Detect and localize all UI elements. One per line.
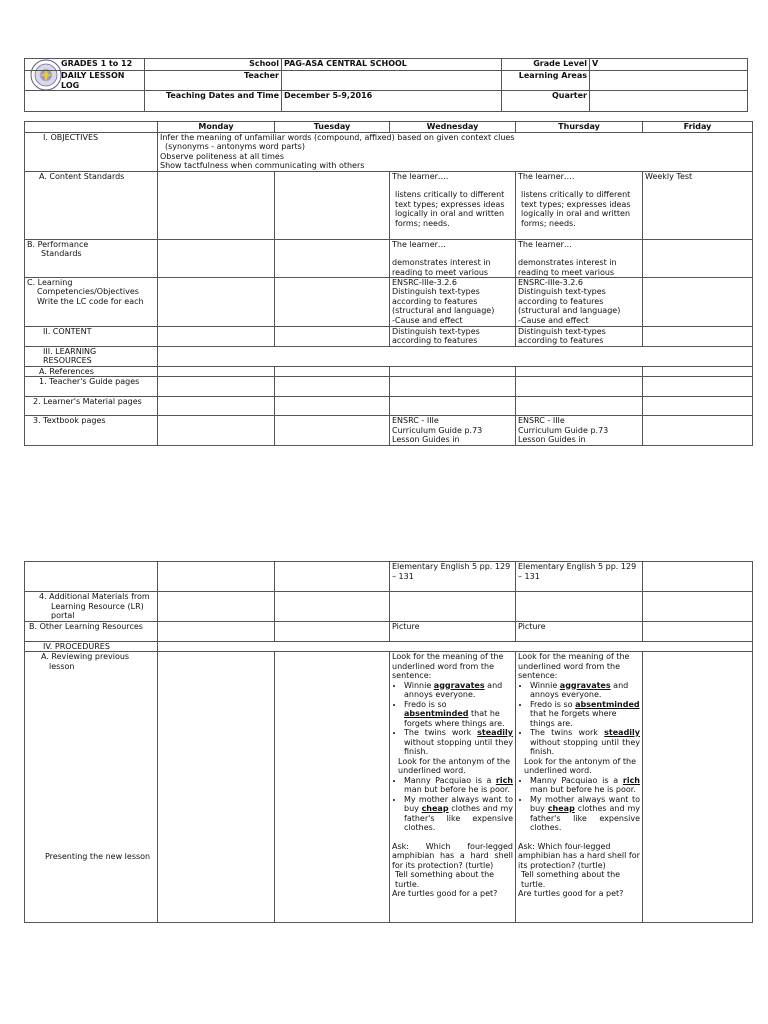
procedures-label: IV. PROCEDURES bbox=[25, 641, 158, 652]
empty-cell bbox=[643, 239, 753, 277]
day-monday: Monday bbox=[158, 122, 275, 133]
empty-cell bbox=[516, 366, 643, 377]
empty-cell bbox=[275, 171, 390, 239]
textbook-guide: Curriculum Guide p.73 bbox=[392, 425, 483, 435]
competencies-thu bbox=[516, 277, 643, 326]
quarter-label: Quarter bbox=[502, 91, 590, 112]
textbook-code: ENSRC - IIIe bbox=[392, 416, 439, 425]
empty-cell bbox=[643, 621, 753, 641]
competencies-label bbox=[25, 277, 158, 326]
performance-standards-label bbox=[25, 239, 158, 277]
antonym-instruction: Look for the antonym of the underlined word. bbox=[524, 756, 637, 775]
textbook-wed bbox=[390, 416, 516, 446]
sentence-list bbox=[392, 776, 513, 833]
objective-line: (synonyms - antonyms word parts) bbox=[165, 142, 305, 151]
empty-cell bbox=[275, 621, 390, 641]
tell-text: Tell something about the turtle. bbox=[395, 870, 495, 889]
performance-intro: The learner… bbox=[392, 239, 446, 249]
header-table bbox=[24, 58, 748, 112]
competency-cause: -Cause and effect bbox=[518, 315, 589, 325]
reviewing-label-cell bbox=[25, 652, 158, 923]
references-label: A. References bbox=[25, 366, 158, 377]
empty-cell bbox=[158, 562, 275, 592]
other-resources-label: B. Other Learning Resources bbox=[25, 621, 158, 641]
teacher-value bbox=[282, 71, 502, 91]
empty-cell bbox=[275, 592, 390, 622]
ask-text: Ask: Which four-legged amphibian has a hard shell for its protection? (turtle) bbox=[392, 841, 513, 870]
elementary-english-thu: Elementary English 5 pp. 129 – 131 bbox=[516, 562, 643, 592]
day-wednesday: Wednesday bbox=[390, 122, 516, 133]
empty-cell bbox=[643, 366, 753, 377]
pet-question: Are turtles good for a pet? bbox=[518, 889, 624, 898]
empty-cell bbox=[158, 326, 275, 346]
content-label: II. CONTENT bbox=[25, 326, 158, 346]
empty-cell bbox=[275, 562, 390, 592]
competency-cause: -Cause and effect bbox=[392, 315, 463, 325]
empty-cell bbox=[275, 239, 390, 277]
objective-line: Observe politeness at all times bbox=[160, 151, 285, 161]
competency-text: Distinguish text-types according to features (structural and language) bbox=[392, 287, 495, 315]
picture-thu: Picture bbox=[516, 621, 643, 641]
dates-label: Teaching Dates and Time bbox=[145, 91, 282, 112]
school-label: School bbox=[145, 59, 282, 71]
performance-text: demonstrates interest in reading to meet various bbox=[392, 258, 491, 276]
empty-cell bbox=[643, 377, 753, 397]
pet-question: Are turtles good for a pet? bbox=[392, 889, 498, 898]
empty-cell bbox=[390, 377, 516, 397]
performance-thu bbox=[516, 239, 643, 277]
competencies-text: C. Learning Competencies/Objectives bbox=[27, 277, 139, 296]
content-standards-text: listens critically to different text types; expresses ideas logically in oral and written forms; needs. bbox=[395, 190, 505, 228]
learning-areas-value bbox=[590, 71, 748, 91]
empty-cell bbox=[158, 277, 275, 326]
competencies-wed bbox=[390, 277, 516, 326]
empty-cell bbox=[643, 277, 753, 326]
tell-text: Tell something about the turtle. bbox=[521, 870, 621, 889]
textbook-thu bbox=[516, 416, 643, 446]
empty-cell bbox=[158, 641, 753, 652]
list-item: • Winnie aggravates and annoys everyone. bbox=[404, 681, 513, 700]
log-title: DAILY LESSON LOG bbox=[25, 71, 145, 91]
competency-code: ENSRC-IIIe-3.2.6 bbox=[518, 277, 583, 287]
teacher-label: Teacher bbox=[145, 71, 282, 91]
grades-label: GRADES 1 to 12 bbox=[25, 59, 145, 71]
antonym-instruction: Look for the antonym of the underlined word. bbox=[398, 756, 511, 775]
sentence-list bbox=[518, 681, 640, 757]
empty-cell bbox=[158, 592, 275, 622]
empty-cell bbox=[516, 377, 643, 397]
empty-cell bbox=[158, 346, 753, 366]
weekly-test: Weekly Test bbox=[643, 171, 753, 239]
objective-line: Show tactfulness when communicating with others bbox=[160, 161, 365, 170]
lesson-table-1 bbox=[24, 121, 753, 446]
competency-code: ENSRC-IIIe-3.2.6 bbox=[392, 277, 457, 287]
competency-text: Distinguish text-types according to features (structural and language) bbox=[518, 287, 621, 315]
list-item: • The twins work steadily without stopping until they finish. bbox=[404, 728, 513, 757]
procedure-wed bbox=[390, 652, 516, 923]
list-item: • Winnie aggravates and annoys everyone. bbox=[530, 681, 640, 700]
content-standards-text: listens critically to different text types; expresses ideas logically in oral and written forms; needs. bbox=[521, 190, 631, 228]
empty-cell bbox=[158, 397, 275, 416]
list-item: • Fredo is so absentminded that he forgets where things are. bbox=[530, 700, 640, 729]
empty-cell bbox=[275, 366, 390, 377]
elementary-english-wed: Elementary English 5 pp. 129 – 131 bbox=[390, 562, 516, 592]
learner-intro: The learner…. bbox=[518, 171, 575, 181]
empty-cell bbox=[275, 326, 390, 346]
lc-code-note: Write the LC code for each bbox=[37, 296, 144, 306]
teachers-guide-label: 1. Teacher's Guide pages bbox=[25, 377, 158, 397]
list-item: • Manny Pacquiao is a rich man but before he is poor. bbox=[404, 776, 513, 795]
content-thu: Distinguish text-types according to features bbox=[516, 326, 643, 346]
ask-text: Ask: Which four-legged amphibian has a hard shell for its protection? (turtle) bbox=[518, 841, 640, 870]
objectives-text bbox=[158, 132, 753, 171]
content-standards-label: A. Content Standards bbox=[25, 171, 158, 239]
dates-value: December 5-9,2016 bbox=[282, 91, 502, 112]
textbook-code: ENSRC - IIIe bbox=[518, 416, 565, 425]
list-item: • My mother always want to buy cheap clothes and my father's like expensive clothes. bbox=[530, 795, 640, 833]
empty-cell bbox=[158, 366, 275, 377]
objective-line: Infer the meaning of unfamiliar words (compound, affixed) based on given context clues bbox=[160, 132, 515, 142]
procedure-thu bbox=[516, 652, 643, 923]
day-friday: Friday bbox=[643, 122, 753, 133]
content-standards-thu bbox=[516, 171, 643, 239]
learners-material-label: 2. Learner's Material pages bbox=[25, 397, 158, 416]
textbook-lesson: Lesson Guides in bbox=[518, 435, 586, 444]
empty-cell bbox=[643, 326, 753, 346]
day-thursday: Thursday bbox=[516, 122, 643, 133]
empty-cell bbox=[25, 562, 158, 592]
list-item: • My mother always want to buy cheap clothes and my father's like expensive clothes. bbox=[404, 795, 513, 833]
empty-cell bbox=[158, 239, 275, 277]
learner-intro: The learner…. bbox=[392, 171, 449, 181]
empty-cell bbox=[158, 621, 275, 641]
performance-label-2: Standards bbox=[41, 249, 82, 258]
additional-materials-label: 4. Additional Materials from Learning Resource (LR) portal bbox=[25, 592, 158, 622]
logo-cell bbox=[25, 91, 145, 112]
school-value: PAG-ASA CENTRAL SCHOOL bbox=[282, 59, 502, 71]
performance-label: B. Performance bbox=[27, 239, 89, 249]
performance-wed bbox=[390, 239, 516, 277]
instruction-text: Look for the meaning of the underlined word from the sentence: bbox=[518, 652, 630, 680]
day-tuesday: Tuesday bbox=[275, 122, 390, 133]
quarter-value bbox=[590, 91, 748, 112]
empty-cell bbox=[275, 652, 390, 923]
empty-cell bbox=[643, 562, 753, 592]
empty-cell bbox=[158, 416, 275, 446]
objectives-label: I. OBJECTIVES bbox=[25, 132, 158, 171]
presenting-label: Presenting the new lesson bbox=[45, 852, 151, 861]
resources-label: III. LEARNING RESOURCES bbox=[25, 346, 158, 366]
empty-cell bbox=[643, 416, 753, 446]
sentence-list bbox=[392, 681, 513, 757]
content-wed: Distinguish text-types according to features bbox=[390, 326, 516, 346]
empty-cell bbox=[516, 397, 643, 416]
empty-cell bbox=[275, 377, 390, 397]
picture-wed: Picture bbox=[390, 621, 516, 641]
textbook-label: 3. Textbook pages bbox=[25, 416, 158, 446]
lesson-table-2 bbox=[24, 561, 753, 923]
grade-level-value: V bbox=[590, 59, 748, 71]
reviewing-label: A. Reviewing previous lesson bbox=[41, 652, 130, 671]
empty-cell bbox=[643, 592, 753, 622]
empty-cell bbox=[275, 277, 390, 326]
performance-intro: The learner… bbox=[518, 239, 572, 249]
empty-cell bbox=[390, 366, 516, 377]
empty-cell bbox=[158, 377, 275, 397]
empty-cell bbox=[275, 416, 390, 446]
sentence-list bbox=[518, 776, 640, 833]
empty-cell bbox=[390, 592, 516, 622]
empty-cell bbox=[643, 397, 753, 416]
empty-cell bbox=[158, 171, 275, 239]
learning-areas-label: Learning Areas bbox=[502, 71, 590, 91]
performance-text: demonstrates interest in reading to meet various bbox=[518, 258, 617, 276]
content-standards-wed bbox=[390, 171, 516, 239]
textbook-lesson: Lesson Guides in bbox=[392, 435, 460, 444]
empty-cell bbox=[390, 397, 516, 416]
list-item: • The twins work steadily without stopping until they finish. bbox=[530, 728, 640, 757]
empty-cell bbox=[516, 592, 643, 622]
instruction-text: Look for the meaning of the underlined word from the sentence: bbox=[392, 652, 504, 680]
empty-cell bbox=[275, 397, 390, 416]
textbook-guide: Curriculum Guide p.73 bbox=[518, 425, 609, 435]
list-item: • Manny Pacquiao is a rich man but before he is poor. bbox=[530, 776, 640, 795]
empty-cell bbox=[643, 652, 753, 923]
corner-cell bbox=[25, 122, 158, 133]
list-item: • Fredo is so absentminded that he forgets where things are. bbox=[404, 700, 513, 729]
grade-level-label: Grade Level bbox=[502, 59, 590, 71]
empty-cell bbox=[158, 652, 275, 923]
